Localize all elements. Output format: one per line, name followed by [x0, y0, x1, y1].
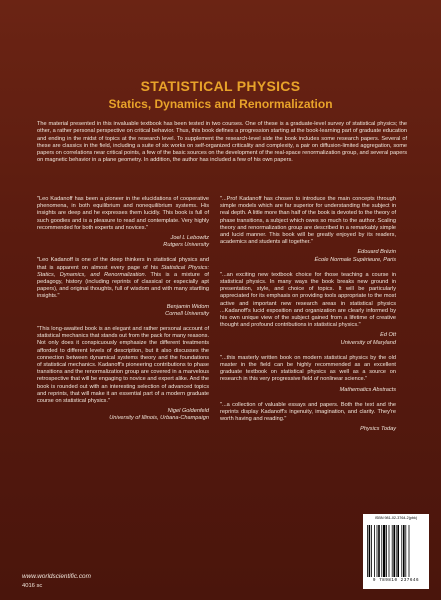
catalog-code: 4016 sc	[22, 583, 43, 589]
review-attribution	[37, 304, 209, 318]
right-column	[220, 196, 396, 442]
review-attribution	[220, 332, 396, 346]
review-quote: "This long-awaited book is an elegant and rather personal account of statistical mechanics that stands out from the pack for many reasons. Not only does it conspicuously emphasize the different treatments afforded to different levels of description, but it also discusses the connection between dynamical systems theory and the foundations of statistical mechanics. Kadanoff's pioneering contributions to phase transitions and the renormalization group are covered in a marvelous retrospective that will be engaging to novice and expert alike. And the book is rounded out with an interesting selection of advanced topics and reprints, that will make it an essential part of a modern graduate course on statistical physics."	[37, 326, 209, 405]
review-quote	[37, 257, 209, 300]
reviewer-name: Joel L Lebowitz	[170, 235, 209, 242]
reviewer-name: Benjamin Widom	[166, 303, 209, 310]
reviewer-name: Mathematics Abstracts	[339, 386, 396, 393]
review-block	[37, 196, 209, 249]
reviewer-name: Nigel Goldenfeld	[167, 408, 209, 415]
reviewer-affiliation: University of Maryland	[340, 339, 396, 346]
review-quote: "...a collection of valuable essays and papers. Both the text and the reprints display Kadanoff's ingenuity, imagination, and clarity. They're worth having and reading."	[220, 401, 396, 423]
review-quote: "...this masterly written book on modern statistical physics by the old master in the field can be highly recommended as an excellent graduate textbook on statistical physics as well as a source on research in this very progressive field of nonlinear science."	[220, 354, 396, 383]
review-block	[220, 196, 396, 264]
review-quote: "...Prof Kadanoff has chosen to introduce the main concepts through simple models which are far superior for understanding the subject in real depth. A little more than half of the book is devoted to the theory of phase transitions, a subject which owes so much to the author. Scaling theory and renormalization group are described in a remarkably simple and lucid manner. This book will be greatly enjoyed by its readers, academics and students all together."	[220, 196, 396, 246]
review-quote: "...an exciting new textbook choice for those teaching a course in statistical physics. In many ways the book breaks new ground in presentation, style, and choice of topics. It will be particularly appreciated for its emphasis on providing tools appropriate to the most active and important new research areas in statistical physics ...Kadanoff's lucid exposition and organization are clearly informed by his own unique view of the subject gained from a lifetime of creative thought and profound contributions in statistical physics."	[220, 271, 396, 329]
reviewer-affiliation: Cornell University	[165, 310, 209, 317]
barcode-number: 9 789810 237646	[372, 578, 420, 583]
reviewer-name: Edouard Brézin	[357, 249, 396, 256]
reviewer-affiliation: Rutgers University	[163, 242, 209, 249]
review-block	[37, 257, 209, 318]
book-subtitle: Statics, Dynamics and Renormalization	[108, 97, 333, 111]
review-attribution	[220, 387, 396, 394]
left-column	[37, 196, 209, 431]
review-quote-pre: "Leo Kadanoff is one of the deep thinkers in statistical physics and that is apparent on almost every page of his	[37, 257, 209, 271]
book-title: STATISTICAL PHYSICS	[140, 78, 301, 94]
reviewer-name: Ed Ott	[380, 332, 396, 339]
reviewer-affiliation: University of Illinois, Urbana-Champaign	[109, 415, 209, 422]
review-block	[220, 272, 396, 347]
review-quote-post: . This is a mixture of pedagogy, history (including reprints of classical or especially apt papers), and original thoughts, full of wisdom and with many startling insights."	[37, 271, 209, 300]
reviewer-affiliation: École Normale Supérieure, Paris	[314, 256, 396, 263]
review-attribution	[220, 426, 396, 433]
publisher-url[interactable]: www.worldscientific.com	[22, 573, 91, 580]
intro-paragraph: The material presented in this invaluable textbook has been tested in two courses. One of these is a graduate-level survey of statistical physics; the other, a rather personal perspective on critical behavior. Thus, this book defines a progression starting at the book-learning part of graduate education and ending in the midst of topics at the research level. To supplement the research-level side the book includes some research papers. Several of these are classics in the field, including a suite of six works on self-organized criticality and complexity, a pair on diffusion-limited aggregation, some papers on correlations near critical points, a few of the basic sources on the development of the real-space renormalization group, and several papers on magnetic behavior in a plane geometry. In addition, the author has included a few of his own papers.	[37, 121, 408, 164]
review-attribution	[37, 235, 209, 249]
review-quote: "Leo Kadanoff has been a pioneer in the elucidations of cooperative phenomena, in both equilibrium and nonequilibrium systems. His insights are deep and he expresses them lucidly. This book is full of such goodies and is a pleasure to read and contemplate. Very highly recommended for both experts and novices."	[37, 196, 209, 231]
barcode	[363, 514, 429, 589]
review-quote-book-title: Statistical Physics: Statics, Dynamics, and Renormalization	[37, 264, 210, 278]
review-attribution	[37, 408, 209, 422]
review-block	[37, 326, 209, 423]
isbn-label: ISBN 981-02-3764-2(pbk)	[374, 516, 418, 520]
reviewer-name: Physics Today	[360, 426, 396, 433]
review-block	[220, 402, 396, 434]
review-block	[220, 355, 396, 394]
review-attribution	[220, 249, 396, 263]
barcode-bars-icon	[367, 525, 425, 577]
